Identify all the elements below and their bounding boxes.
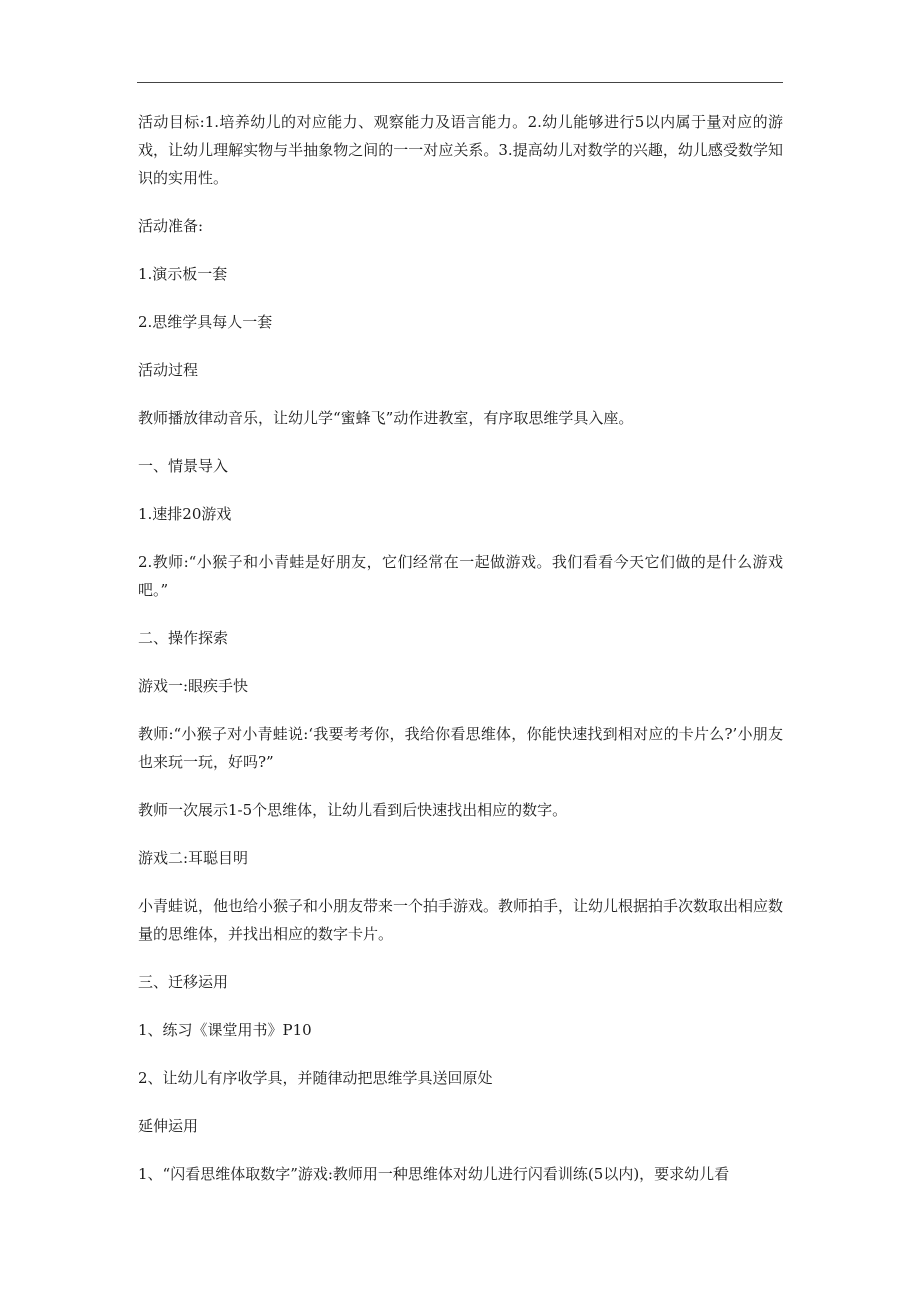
paragraph-game-2-title: 游戏二:耳聪目明	[138, 849, 249, 867]
paragraph-prep-item-2: 2.思维学具每人一套	[138, 313, 273, 331]
paragraph-game-1-dialogue: 教师:“小猴子对小青蛙说:‘我要考考你，我给你看思维体，你能快速找到相对应的卡片么?’小朋友也来玩一玩，好吗?”	[138, 725, 783, 771]
paragraph-objectives: 活动目标:1.培养幼儿的对应能力、观察能力及语言能力。2.幼儿能够进行5以内属于量对应的游戏，让幼儿理解实物与半抽象物之间的一一对应关系。3.提高幼儿对数学的兴趣，幼儿感受数学知识的实用性。	[138, 113, 783, 187]
paragraph-section-1-item-2: 2.教师:“小猴子和小青蛙是好朋友，它们经常在一起做游戏。我们看看今天它们做的是什么游戏吧。”	[138, 553, 783, 599]
paragraph-game-2-instruction: 小青蛙说，他也给小猴子和小朋友带来一个拍手游戏。教师拍手，让幼儿根据拍手次数取出相应数量的思维体，并找出相应的数字卡片。	[138, 897, 784, 943]
paragraph-preparation-heading: 活动准备:	[138, 217, 204, 235]
paragraph-prep-item-1: 1.演示板一套	[138, 265, 228, 283]
paragraph-game-1-title: 游戏一:眼疾手快	[138, 677, 249, 695]
document-body	[138, 108, 783, 1208]
paragraph-extension-heading: 延伸运用	[138, 1117, 199, 1135]
paragraph-section-3-item-2: 2、让幼儿有序收学具，并随律动把思维学具送回原处	[138, 1069, 493, 1087]
paragraph-section-3: 三、迁移运用	[138, 973, 229, 991]
paragraph-section-2: 二、操作探索	[138, 629, 229, 647]
paragraph-extension-item-1: 1、“闪看思维体取数字”游戏:教师用一种思维体对幼儿进行闪看训练(5以内)，要求幼儿看	[138, 1165, 730, 1183]
paragraph-intro-music: 教师播放律动音乐，让幼儿学“蜜蜂飞”动作进教室，有序取思维学具入座。	[138, 409, 634, 427]
paragraph-game-1-instruction: 教师一次展示1-5个思维体，让幼儿看到后快速找出相应的数字。	[138, 801, 568, 819]
paragraph-section-3-item-1: 1、练习《课堂用书》P10	[138, 1021, 312, 1039]
paragraph-section-1: 一、情景导入	[138, 457, 229, 475]
paragraph-section-1-item-1: 1.速排20游戏	[138, 505, 232, 523]
paragraph-process-heading: 活动过程	[138, 361, 199, 379]
header-rule	[137, 82, 783, 83]
